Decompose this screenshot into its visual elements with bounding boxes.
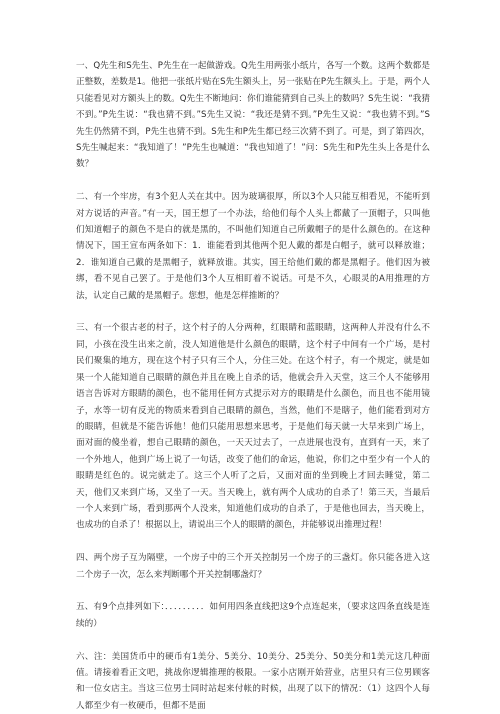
puzzle-1-paragraph: 一、Q先生和S先生、P先生在一起做游戏。Q先生用两张小纸片，各写一个数。这两个数都是正整数，差数是1。他把一张纸片贴在S先生额头上，另一张贴在P先生额头上。于是，两个人只能看见对方额头上的数。Q先生不断地问：你们谁能猜到自己头上的数吗？S先生说：“我猜不到。”P先生说：“我也猜不到。”S先生又说：“我还是猜不到。”P先生又说：“我也猜不到。”S先生仍然猜不到，P先生也猜不到。S先生和P先生都已经三次猜不到了。可是，到了第四次，S先生喊起来：“我知道了！”P先生也喊道：“我也知道了！”问：S先生和P先生头上各是什么数？	[76, 61, 430, 170]
puzzle-5-paragraph: 五、有9个点排列如下：．．．．．．．．．如何用四条直线把这9个点连起来，（要求这四条直线是连续的）	[76, 602, 430, 629]
puzzle-3-paragraph: 三、有一个很古老的村子，这个村子的人分两种，红眼睛和蓝眼睛，这两种人并没有什么不同，小孩在没生出来之前，没人知道他是什么颜色的眼睛，这个村子中间有一个广场，是村民们聚集的地方，现在这个村子只有三个人，分住三处。在这个村子，有一个规定，就是如果一个人能知道自己眼睛的颜色并且在晚上自杀的话，他就会升入天堂，这三个人不能够用语言告诉对方眼睛的颜色，也不能用任何方式提示对方的眼睛是什么颜色，而且也不能用镜子，水等一切有反光的物质来看到自己眼睛的颜色，当然，他们不是瞎子，他们能看到对方的眼睛，但就是不能告诉他！他们只能用思想来思考，于是他们每天就一大早来到广场上，面对面的傻坐着，想自己眼睛的颜色，一天天过去了，一点进展也没有，直到有一天，来了一个外地人，他到广场上说了一句话，改变了他们的命运，他说，你们之中至少有一个人的眼睛是红色的。说完就走了。这三个人听了之后，又面对面的坐到晚上才回去睡觉，第二天，他们又来到广场，又坐了一天。当天晚上，就有两个人成功的自杀了！第三天，当最后一个人来到广场，看到那两个人没来，知道他们成功的自杀了，于是他也回去，当天晚上，也成功的自杀了！根据以上，请说出三个人的眼睛的颜色，并能够说出推理过程！	[76, 323, 430, 531]
puzzle-2-paragraph: 二、有一个牢房，有3个犯人关在其中。因为玻璃很厚，所以3个人只能互相看见，不能听到对方说话的声音。”有一天，国王想了一个办法，给他们每个人头上都戴了一顶帽子，只叫他们知道帽子的颜色不是白的就是黑的，不叫他们知道自己所戴帽子的是什么颜色的。在这种情况下，国王宣布两条如下：1．谁能看到其他两个犯人戴的都是白帽子，就可以释放谁；2．谁知道自己戴的是黑帽子，就释放谁。其实，国王给他们戴的都是黑帽子。他们因为被绑，看不见自己罢了。于是他们3个人互相盯着不说话。可是不久，心眼灵的A用推理的方法，认定自己戴的是黑帽子。您想，他是怎样推断的？	[76, 192, 430, 301]
puzzle-6-paragraph: 六、注：美国货币中的硬币有1美分、5美分、10美分、25美分、50美分和1美元这几种面值。请接着看正文吧，挑战你逻辑推理的极限。一家小店刚开始营业，店里只有三位男顾客和一位女店主。当这三位男士同时站起来付帐的时候，出现了以下的情况：（1）这四个人每人都至少有一枚硬币，但都不是面	[76, 651, 430, 711]
puzzle-4-paragraph: 四、两个房子互为隔壁，一个房子中的三个开关控制另一个房子的三盏灯。你只能各进入这二个房子一次，怎么来判断哪个开关控制哪盏灯？	[76, 553, 430, 580]
